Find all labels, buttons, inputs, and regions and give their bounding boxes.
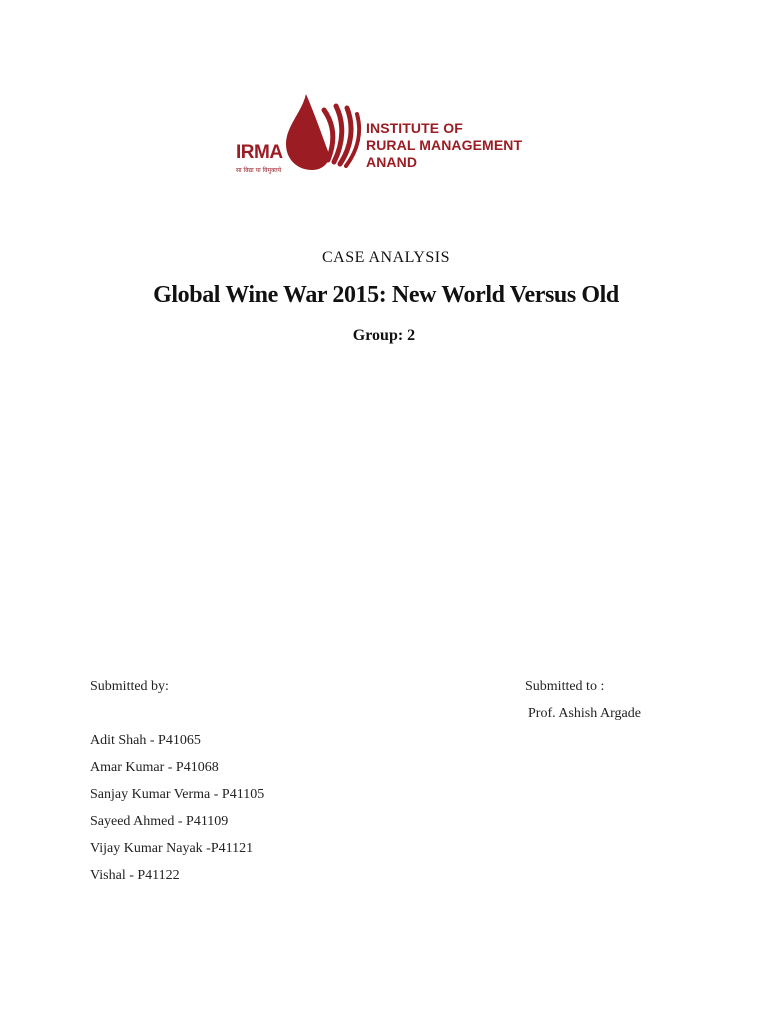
list-item: Vijay Kumar Nayak -P41121 <box>90 841 254 856</box>
submitted-by-label: Submitted by: <box>90 679 169 694</box>
document-title: Global Wine War 2015: New World Versus Old <box>153 282 619 308</box>
irma-logo <box>236 92 536 182</box>
institute-line-3: ANAND <box>366 154 418 170</box>
professor-name: Prof. Ashish Argade <box>528 706 641 721</box>
list-item: Sanjay Kumar Verma - P41105 <box>90 787 265 802</box>
drop-flame-emblem-icon <box>284 92 364 172</box>
institute-name <box>366 120 522 171</box>
logo-abbreviation: IRMA <box>236 142 283 163</box>
list-item: Adit Shah - P41065 <box>90 733 201 748</box>
institute-line-2: RURAL MANAGEMENT <box>366 137 523 153</box>
group-label: Group: 2 <box>352 327 416 344</box>
list-item: Sayeed Ahmed - P41109 <box>90 814 229 829</box>
list-item: Amar Kumar - P41068 <box>90 760 219 775</box>
logo-tagline: सा विद्या या विमुक्तये <box>236 167 282 174</box>
institute-line-1: INSTITUTE OF <box>366 120 463 136</box>
member-list <box>90 733 264 895</box>
submitted-to-label: Submitted to : <box>525 679 605 694</box>
list-item: Vishal - P41122 <box>90 868 180 883</box>
case-heading: CASE ANALYSIS <box>321 249 451 266</box>
